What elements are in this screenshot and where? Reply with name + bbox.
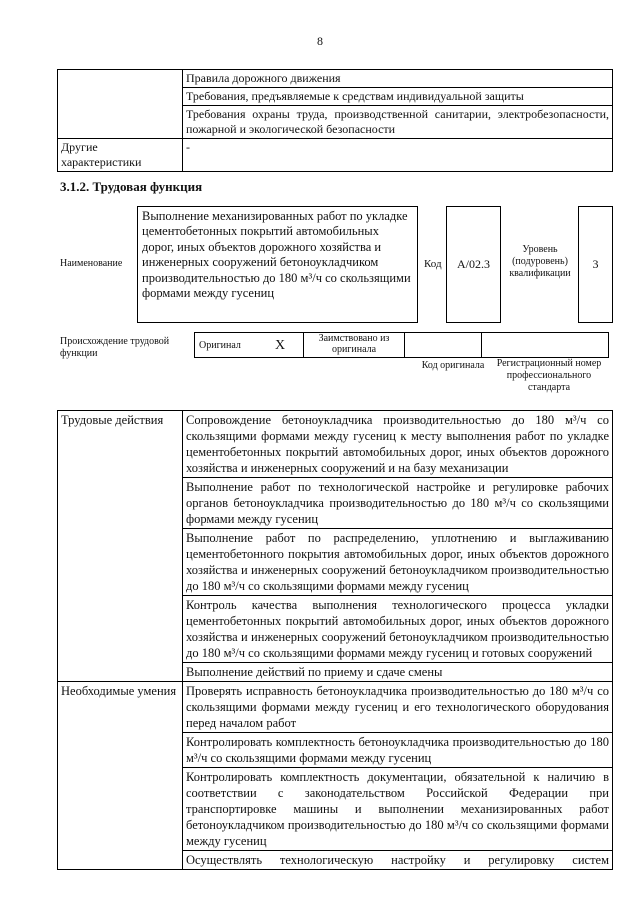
origin-borrowed: Заимствовано из оригинала bbox=[304, 333, 405, 358]
table-row: Проверять исправность бетоноукладчика производительностью до 180 м³/ч со скользящими формами между гусениц и его технологического оборудования перед началом работ bbox=[183, 682, 613, 733]
origin-label: Происхождение трудовой функции bbox=[60, 336, 170, 359]
other-characteristics-label: Другие характеристики bbox=[58, 139, 183, 172]
other-characteristics-value: - bbox=[183, 139, 613, 172]
section-label: Трудовые действия bbox=[58, 411, 183, 682]
top-table-row: Требования, предъявляемые к средствам индивидуальной защиты bbox=[183, 88, 613, 106]
name-label: Наименование bbox=[60, 258, 123, 269]
origin-code-cell bbox=[405, 333, 482, 358]
section-label: Необходимые умения bbox=[58, 682, 183, 870]
origin-original: Оригинал bbox=[195, 333, 272, 358]
table-row: Сопровождение бетоноукладчика производительностью до 180 м³/ч со скользящими формами между гусениц к месту выполнения работ по укладке цементобетонных покрытий автомобильных дорог, иных объектов дорожного хозяйства и инженерных сооружений и на базу механизации bbox=[183, 411, 613, 478]
table-row: Выполнение работ по распределению, уплотнению и выглаживанию цементобетонного покрытия автомобильных дорог, иных объектов дорожного хозяйства и инженерных сооружений бетоноукладчиком производительностью до 180 м³/ч со скользящими формами между гусениц bbox=[183, 529, 613, 596]
origin-table bbox=[194, 332, 609, 358]
table-row: Контролировать комплектность бетоноукладчика производительностью до 180 м³/ч со скользящими формами между гусениц bbox=[183, 733, 613, 768]
top-table-empty-cell bbox=[58, 70, 183, 139]
table-row: Контроль качества выполнения технологического процесса укладки цементобетонных покрытий автомобильных дорог, иных объектов дорожного хозяйства и инженерных сооружений бетоноукладчиком производительностью до 180 м³/ч со скользящими формами между гусениц и готовых сооружений bbox=[183, 596, 613, 663]
reg-number-label: Регистрационный номер профессионального стандарта bbox=[496, 358, 602, 393]
code-value-box: A/02.3 bbox=[446, 206, 501, 323]
code-label: Код bbox=[424, 258, 442, 270]
page-number: 8 bbox=[317, 34, 323, 48]
section-title: 3.1.2. Трудовая функция bbox=[60, 179, 203, 194]
table-row: Контролировать комплектность документации, обязательной к наличию в соответствии с законодательством Российской Федерации при транспортировке машины и выполнении механизированных работ бетоноукладчиком производительностью до 180 м³/ч со скользящими формами между гусениц bbox=[183, 768, 613, 851]
table-row: Выполнение работ по технологической настройке и регулировке рабочих органов бетоноукладчика производительностью до 180 м³/ч со скользящими формами между гусениц bbox=[183, 478, 613, 529]
top-table-row: Правила дорожного движения bbox=[183, 70, 613, 88]
level-value-box: 3 bbox=[578, 206, 613, 323]
top-table bbox=[57, 69, 613, 172]
table-row: Осуществлять технологическую настройку и регулировку систем bbox=[183, 851, 613, 870]
top-table-row: Требования охраны труда, производственной санитарии, электробезопасности, пожарной и экологической безопасности bbox=[183, 106, 613, 139]
table-row: Выполнение действий по приему и сдаче смены bbox=[183, 663, 613, 682]
code-original-label: Код оригинала bbox=[421, 360, 485, 371]
main-table bbox=[57, 410, 613, 870]
origin-mark: X bbox=[271, 333, 304, 358]
origin-reg-cell bbox=[482, 333, 609, 358]
function-name-box: Выполнение механизированных работ по укладке цементобетонных покрытий автомобильных дорог, иных объектов дорожного хозяйства и инженерных сооружений бетоноукладчиком производительностью до 180 м³/ч со скользящими формами между гусениц bbox=[137, 206, 418, 323]
level-label: Уровень (подуровень) квалификации bbox=[509, 244, 571, 279]
